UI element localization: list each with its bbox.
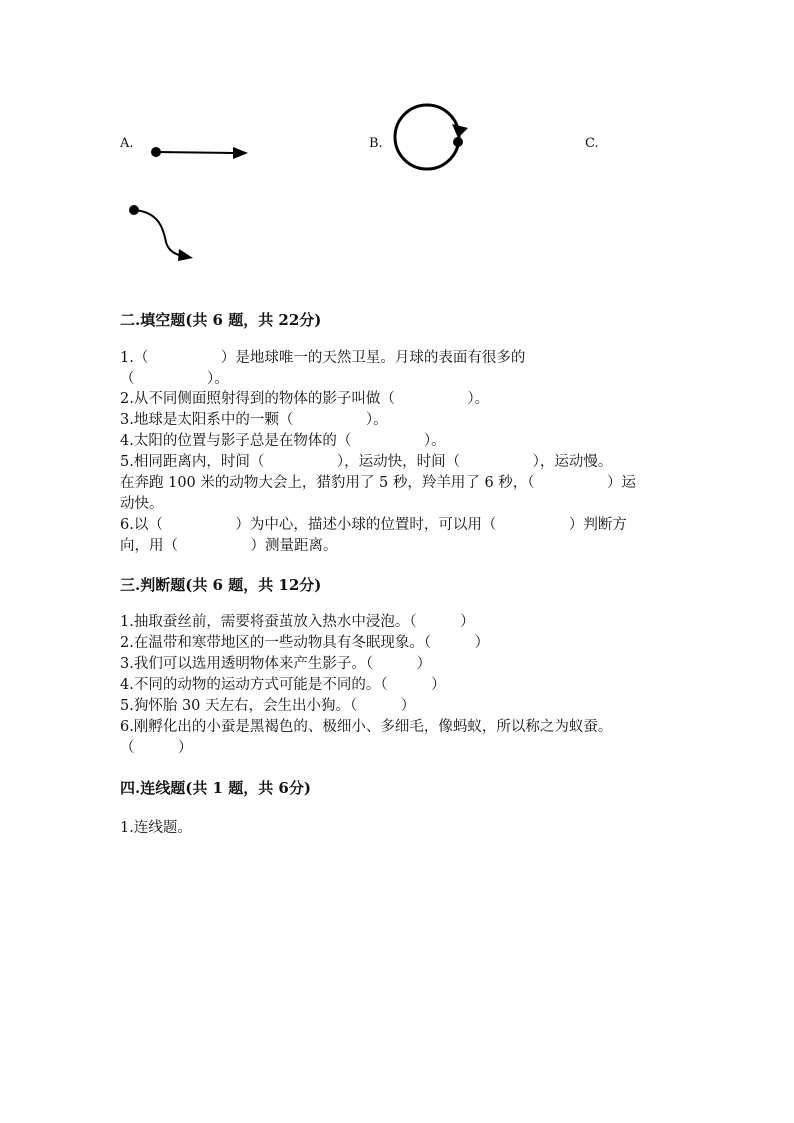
question-line: 5.相同距离内，时间（ ），运动快，时间（ ），运动慢。 bbox=[120, 454, 613, 470]
question-line: 4.不同的动物的运动方式可能是不同的。（ ） bbox=[120, 677, 446, 693]
question-line: 1.抽取蚕丝前，需要将蚕茧放入热水中浸泡。（ ） bbox=[120, 614, 475, 630]
question-line: 5.狗怀胎 30 天左右，会生出小狗。（ ） bbox=[120, 698, 416, 714]
question-line: 4.太阳的位置与影子总是在物体的（ ）。 bbox=[120, 433, 446, 449]
question-line: 1.连线题。 bbox=[120, 820, 192, 836]
curved-arrow-figure bbox=[122, 198, 202, 266]
question-line: 1.（ ）是地球唯一的天然卫星。月球的表面有很多的 bbox=[120, 350, 526, 366]
question-line: （ ）。 bbox=[120, 371, 229, 387]
question-line: 2.在温带和寒带地区的一些动物具有冬眠现象。（ ） bbox=[120, 635, 490, 651]
option-b-label: B. bbox=[369, 136, 383, 151]
question-line: 向，用（ ）测量距离。 bbox=[120, 538, 338, 554]
option-a-label: A. bbox=[120, 136, 134, 151]
section-heading-matching: 四.连线题(共 1 题，共 6分) bbox=[120, 779, 311, 797]
section-heading-true-false: 三.判断题(共 6 题，共 12分) bbox=[120, 576, 322, 594]
option-c-label: C. bbox=[585, 136, 599, 151]
straight-arrow-figure bbox=[145, 138, 255, 166]
question-line: 在奔跑 100 米的动物大会上，猎豹用了 5 秒，羚羊用了 6 秒，（ ）运 bbox=[120, 475, 637, 491]
question-line: 6.以（ ）为中心，描述小球的位置时，可以用（ ）判断方 bbox=[120, 517, 627, 533]
section-heading-fill-blank: 二.填空题(共 6 题，共 22分) bbox=[120, 311, 322, 329]
circular-arrow-figure bbox=[388, 100, 470, 174]
question-line: 3.我们可以选用透明物体来产生影子。（ ） bbox=[120, 656, 432, 672]
question-line: 6.刚孵化出的小蚕是黑褐色的、极细小、多细毛，像蚂蚁，所以称之为蚁蚕。 bbox=[120, 719, 613, 735]
question-line: 动快。 bbox=[120, 496, 164, 512]
question-line: （ ） bbox=[120, 740, 193, 756]
question-line: 3.地球是太阳系中的一颗（ ）。 bbox=[120, 412, 388, 428]
question-line: 2.从不同侧面照射得到的物体的影子叫做（ ）。 bbox=[120, 391, 490, 407]
